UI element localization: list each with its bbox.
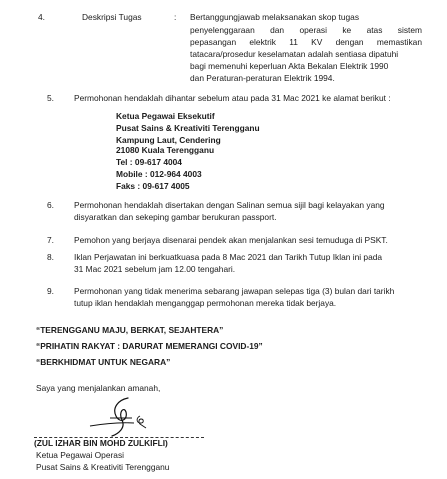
item-text-line: Permohonan hendaklah dihantar sebelum atau pada 31 Mac 2021 ke alamat berikut : bbox=[74, 93, 391, 103]
slogan: “PRIHATIN RAKYAT : DARURAT MEMERANGI COVID-19” bbox=[36, 341, 263, 351]
address-line: 21080 Kuala Terengganu bbox=[116, 145, 215, 155]
item-number: 8. bbox=[47, 252, 54, 262]
signatory-position: Ketua Pegawai Operasi bbox=[36, 450, 124, 460]
item-text-line: Bertanggungjawab melaksanakan skop tugas bbox=[190, 12, 360, 22]
handwritten-signature bbox=[88, 390, 158, 440]
item-text-line: tatacara/prosedur keselamatan adalah sentiasa dipatuhi bbox=[190, 49, 399, 59]
slogan: “BERKHIDMAT UNTUK NEGARA” bbox=[36, 357, 171, 367]
item-text-line: penyelenggaraan dan operasi ke atas sistem bbox=[190, 25, 422, 35]
item-number: 5. bbox=[47, 93, 54, 103]
item-text-line: bagi memenuhi keperluan Akta Bekalan Elektrik 1990 bbox=[190, 61, 389, 71]
item-number: 4. bbox=[38, 12, 45, 22]
item-text-line: 31 Mac 2021 sebelum jam 12.00 tengahari. bbox=[74, 264, 236, 274]
address-line: Kampung Laut, Cendering bbox=[116, 135, 221, 145]
address-line: Mobile : 012-964 4003 bbox=[116, 169, 202, 179]
address-line: Faks : 09-617 4005 bbox=[116, 181, 190, 191]
item-label: Deskripsi Tugas bbox=[82, 12, 142, 22]
item-number: 6. bbox=[47, 200, 54, 210]
item-text-line: Iklan Perjawatan ini berkuatkuasa pada 8 Mac 2021 dan Tarikh Tutup Iklan ini pada bbox=[74, 252, 383, 262]
slogan: “TERENGGANU MAJU, BERKAT, SEJAHTERA” bbox=[36, 325, 224, 335]
item-colon: : bbox=[174, 12, 177, 22]
address-line: Pusat Sains & Kreativiti Terengganu bbox=[116, 123, 260, 133]
signatory-organisation: Pusat Sains & Kreativiti Terengganu bbox=[36, 462, 170, 472]
item-number: 9. bbox=[47, 286, 54, 296]
item-text-line: pepasangan elektrik 11 KV dengan memastikan bbox=[190, 37, 422, 47]
item-text-line: dan Peraturan-peraturan Elektrik 1994. bbox=[190, 73, 335, 83]
address-line: Tel : 09-617 4004 bbox=[116, 157, 182, 167]
item-text-line: Permohonan yang tidak menerima sebarang jawapan selepas tiga (3) bulan dari tarikh bbox=[74, 286, 395, 296]
signatory-name: (ZUL IZHAR BIN MOHD ZULKIFLI) bbox=[34, 438, 168, 448]
item-text-line: tutup iklan hendaklah menganggap permohonan mereka tidak berjaya. bbox=[74, 298, 337, 308]
address-line: Ketua Pegawai Eksekutif bbox=[116, 111, 215, 121]
closing-line: Saya yang menjalankan amanah, bbox=[36, 383, 161, 393]
item-number: 7. bbox=[47, 235, 54, 245]
item-text-line: Pemohon yang berjaya disenarai pendek akan menjalankan sesi temuduga di PSKT. bbox=[74, 235, 388, 245]
item-text-line: Permohonan hendaklah disertakan dengan Salinan semua sijil bagi kelayakan yang bbox=[74, 200, 385, 210]
item-text-line: disyaratkan dan sekeping gambar berukuran passport. bbox=[74, 212, 277, 222]
